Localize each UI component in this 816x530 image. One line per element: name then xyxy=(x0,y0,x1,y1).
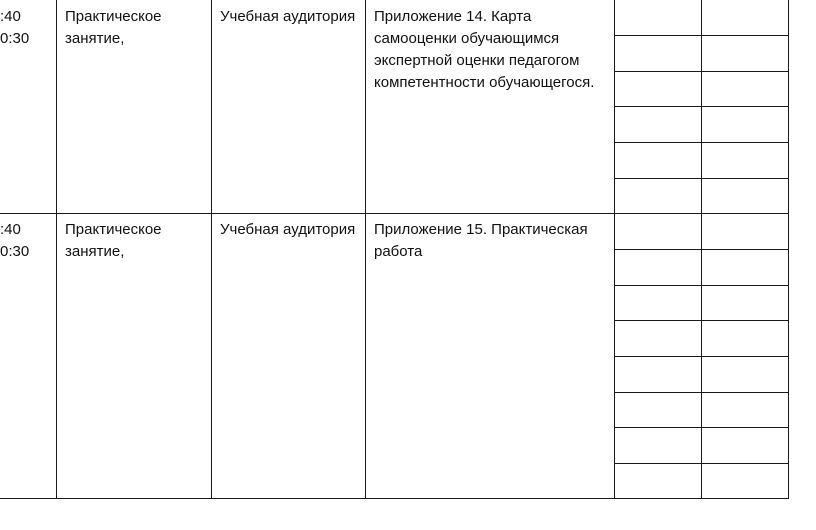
time-end: 0:30 xyxy=(0,243,30,260)
table-border-bottom xyxy=(0,498,789,499)
time-start: :40 xyxy=(0,221,21,238)
material: Приложение 15. Практическая работа xyxy=(374,221,588,260)
time-start: :40 xyxy=(0,8,21,25)
activity-type: Практическое занятие, xyxy=(65,8,162,47)
location: Учебная аудитория xyxy=(220,8,356,25)
location: Учебная аудитория xyxy=(220,221,356,238)
table-row xyxy=(0,213,816,498)
table-row xyxy=(0,0,816,213)
material: Приложение 14. Карта самооценки обучающимся экспертной оценки педагогом компетентности обучающегося. xyxy=(374,8,595,91)
activity-type: Практическое занятие, xyxy=(65,221,162,260)
time-end: 0:30 xyxy=(0,30,30,47)
